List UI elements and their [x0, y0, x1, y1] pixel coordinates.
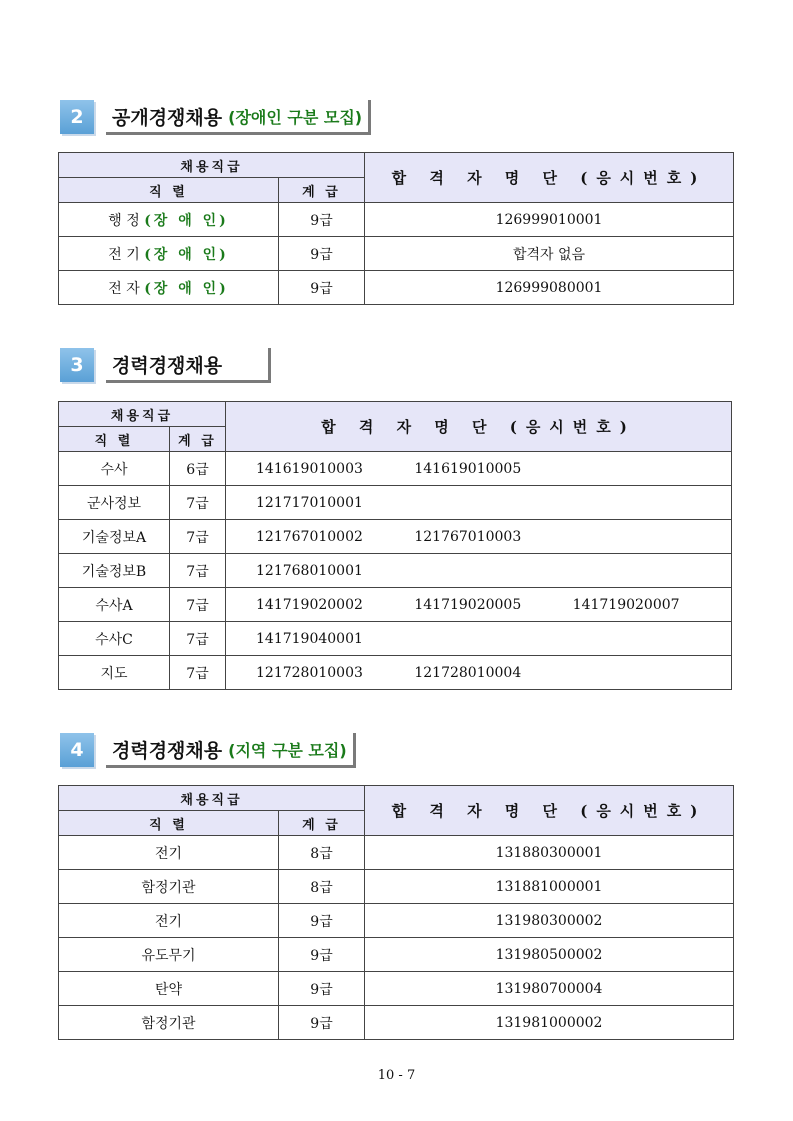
- series-cell: 수사C: [59, 622, 170, 656]
- applicant-number: [573, 631, 731, 647]
- grade-cell: 9급: [279, 271, 365, 305]
- applicant-number: [573, 563, 731, 579]
- disabled-tag: (장 애 인): [144, 212, 229, 229]
- result-cell: [226, 520, 732, 554]
- table-row: [59, 938, 734, 972]
- section-title: [106, 733, 356, 768]
- results-table-4: [58, 785, 734, 1040]
- grade-cell: 9급: [279, 1006, 365, 1040]
- grade-cell: 7급: [170, 656, 226, 690]
- applicant-number: [414, 563, 572, 579]
- result-cell: 131980500002: [365, 938, 734, 972]
- section-title-text: 공개경쟁채용: [112, 106, 223, 129]
- header-grade: 계 급: [279, 178, 365, 203]
- table-row: [59, 622, 732, 656]
- section-title-text: 경력경쟁채용: [112, 739, 223, 762]
- series-cell: 군사정보: [59, 486, 170, 520]
- series-cell: 함정기관: [59, 1006, 279, 1040]
- results-table-2: [58, 152, 734, 305]
- series-label: 전 기: [108, 246, 140, 263]
- applicant-number: 121767010003: [414, 528, 522, 545]
- header-series: 직 렬: [59, 427, 170, 452]
- table-row: [59, 554, 732, 588]
- result-cell: 131880300001: [365, 836, 734, 870]
- table-row: [59, 904, 734, 938]
- result-cell: 합격자 없음: [365, 237, 734, 271]
- section-number-badge: 4: [60, 733, 94, 767]
- table-row: [59, 520, 732, 554]
- grade-cell: 6급: [170, 452, 226, 486]
- applicant-number: 121717010001: [256, 494, 363, 511]
- section-title: [106, 100, 371, 135]
- applicant-number: [414, 495, 572, 511]
- grade-cell: 7급: [170, 554, 226, 588]
- section-title: [106, 348, 271, 383]
- applicant-number: 141619010003: [256, 460, 363, 477]
- result-cell: 131981000002: [365, 1006, 734, 1040]
- applicant-number: 121728010004: [414, 664, 522, 681]
- table-row: [59, 271, 734, 305]
- result-cell: [226, 554, 732, 588]
- grade-cell: 9급: [279, 904, 365, 938]
- table-row: [59, 870, 734, 904]
- applicant-number: 121767010002: [256, 528, 363, 545]
- disabled-tag: (장 애 인): [144, 246, 229, 263]
- grade-cell: 8급: [279, 870, 365, 904]
- table-row: [59, 972, 734, 1006]
- applicant-number: [573, 495, 731, 511]
- table-row: [59, 237, 734, 271]
- series-cell: 기술정보A: [59, 520, 170, 554]
- series-label: 행 정: [108, 212, 140, 229]
- series-cell: 수사: [59, 452, 170, 486]
- header-series: 직 렬: [59, 811, 279, 836]
- applicant-number: 141719040001: [256, 630, 363, 647]
- series-cell: [59, 203, 279, 237]
- grade-cell: 7급: [170, 520, 226, 554]
- grade-cell: 9급: [279, 203, 365, 237]
- grade-cell: 9급: [279, 237, 365, 271]
- series-cell: 유도무기: [59, 938, 279, 972]
- section-subtitle: (장애인 구분 모집): [228, 107, 363, 127]
- series-cell: [59, 237, 279, 271]
- section-number-badge: 2: [60, 100, 94, 134]
- grade-cell: 7급: [170, 486, 226, 520]
- table-row: [59, 1006, 734, 1040]
- applicant-number: [573, 461, 731, 477]
- section-title-text: 경력경쟁채용: [112, 354, 223, 377]
- grade-cell: 8급: [279, 836, 365, 870]
- header-results: 합 격 자 명 단 (응시번호): [365, 153, 734, 203]
- table-row: [59, 203, 734, 237]
- header-group: 채용직급: [59, 786, 365, 811]
- applicant-number: 141619010005: [414, 460, 522, 477]
- result-cell: [226, 588, 732, 622]
- applicant-number: [573, 665, 731, 681]
- grade-cell: 7급: [170, 622, 226, 656]
- series-cell: 탄약: [59, 972, 279, 1006]
- series-cell: 함정기관: [59, 870, 279, 904]
- result-cell: 126999080001: [365, 271, 734, 305]
- series-cell: 수사A: [59, 588, 170, 622]
- applicant-number: 121728010003: [256, 664, 363, 681]
- series-label: 전 자: [108, 280, 140, 297]
- page-number: 10 - 7: [377, 1068, 416, 1083]
- section-subtitle: (지역 구분 모집): [228, 740, 347, 760]
- result-cell: 131980300002: [365, 904, 734, 938]
- disabled-tag: (장 애 인): [144, 280, 229, 297]
- header-group: 채용직급: [59, 402, 226, 427]
- result-cell: [226, 452, 732, 486]
- applicant-number: [573, 529, 731, 545]
- series-cell: 전기: [59, 904, 279, 938]
- result-cell: 131881000001: [365, 870, 734, 904]
- table-row: [59, 486, 732, 520]
- series-cell: 지도: [59, 656, 170, 690]
- header-series: 직 렬: [59, 178, 279, 203]
- grade-cell: 9급: [279, 972, 365, 1006]
- applicant-number: [414, 631, 572, 647]
- results-table-3: [58, 401, 732, 690]
- grade-cell: 7급: [170, 588, 226, 622]
- applicant-number: 141719020007: [572, 596, 680, 613]
- header-results: 합 격 자 명 단 (응시번호): [365, 786, 734, 836]
- grade-cell: 9급: [279, 938, 365, 972]
- series-cell: 기술정보B: [59, 554, 170, 588]
- applicant-number: 141719020005: [414, 596, 522, 613]
- result-cell: [226, 656, 732, 690]
- result-cell: [226, 622, 732, 656]
- header-group: 채용직급: [59, 153, 365, 178]
- applicant-number: 121768010001: [256, 562, 363, 579]
- table-row: [59, 656, 732, 690]
- table-row: [59, 588, 732, 622]
- header-grade: 계 급: [170, 427, 226, 452]
- result-cell: [226, 486, 732, 520]
- applicant-number: 141719020002: [256, 596, 363, 613]
- section-number-badge: 3: [60, 348, 94, 382]
- result-cell: 131980700004: [365, 972, 734, 1006]
- table-row: [59, 836, 734, 870]
- table-row: [59, 452, 732, 486]
- result-cell: 126999010001: [365, 203, 734, 237]
- header-results: 합 격 자 명 단 (응시번호): [226, 402, 732, 452]
- series-cell: 전기: [59, 836, 279, 870]
- series-cell: [59, 271, 279, 305]
- header-grade: 계 급: [279, 811, 365, 836]
